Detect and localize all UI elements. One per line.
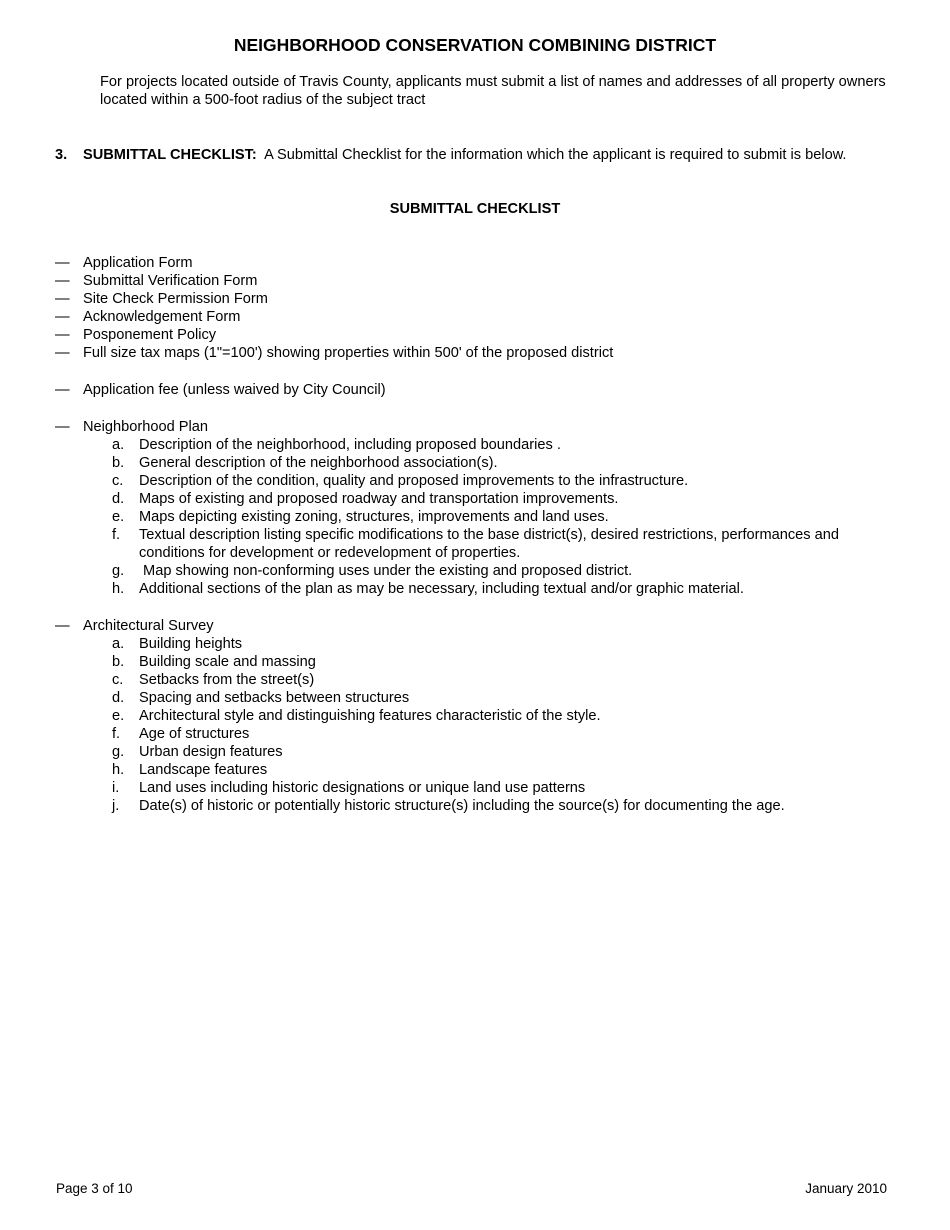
- sub-item: [55, 490, 905, 508]
- item-text: Acknowledgement Form: [83, 309, 241, 325]
- sub-text: Textual description listing specific modifications to the base district(s), desired restrictions, performances and conditions for development or redevelopment of properties.: [139, 527, 839, 561]
- sub-letter: d.: [112, 491, 125, 507]
- sub-text: Spacing and setbacks between structures: [139, 690, 410, 706]
- dash-marker: —: [55, 382, 70, 398]
- sub-text: Setbacks from the street(s): [139, 672, 315, 688]
- sub-text: Description of the condition, quality and proposed improvements to the infrastructure.: [139, 473, 689, 489]
- sub-text: Landscape features: [139, 762, 268, 778]
- item-text: Architectural Survey: [83, 618, 214, 634]
- dash-marker: —: [55, 291, 70, 307]
- section-text: A Submittal Checklist for the information which the applicant is required to submit is below.: [264, 147, 847, 163]
- intro-paragraph: For projects located outside of Travis County, applicants must submit a list of names and addresses of all property owners located within a 500-foot radius of the subject tract: [100, 74, 886, 108]
- sub-text: Date(s) of historic or potentially historic structure(s) including the source(s) for documenting the age.: [139, 798, 785, 814]
- item-text: Application Form: [83, 255, 193, 271]
- architectural-survey-group: [55, 617, 905, 815]
- checklist-item: [55, 308, 905, 326]
- sub-text: Building heights: [139, 636, 243, 652]
- sub-letter: d.: [112, 690, 125, 706]
- checklist-heading: SUBMITTAL CHECKLIST: [389, 201, 561, 217]
- sub-letter: h.: [112, 581, 125, 597]
- sub-letter: e.: [112, 708, 125, 724]
- submittal-checklist: [55, 254, 905, 834]
- item-text: Application fee (unless waived by City Council): [83, 382, 386, 398]
- sub-item: [55, 707, 905, 725]
- dash-marker: —: [55, 345, 70, 361]
- section-number: 3.: [55, 147, 68, 163]
- sub-letter: g.: [112, 744, 125, 760]
- architectural-survey-sublist: [55, 635, 905, 815]
- sub-letter: c.: [112, 672, 124, 688]
- forms-group: [55, 254, 905, 362]
- checklist-item: [55, 326, 905, 344]
- neighborhood-plan-group: [55, 418, 905, 598]
- sub-item: [55, 562, 905, 580]
- dash-marker: —: [55, 309, 70, 325]
- item-text: Submittal Verification Form: [83, 273, 258, 289]
- sub-text: Building scale and massing: [139, 654, 316, 670]
- dash-marker: —: [55, 255, 70, 271]
- checklist-item: [55, 272, 905, 290]
- sub-item: [55, 725, 905, 743]
- sub-item: [55, 580, 905, 598]
- fee-group: [55, 381, 905, 399]
- sub-letter: a.: [112, 437, 125, 453]
- checklist-item: [55, 381, 905, 399]
- sub-text: Urban design features: [139, 744, 283, 760]
- sub-text: Architectural style and distinguishing features characteristic of the style.: [139, 708, 601, 724]
- sub-text: Maps of existing and proposed roadway and transportation improvements.: [139, 491, 619, 507]
- sub-item: [55, 526, 905, 562]
- sub-item: [55, 779, 905, 797]
- sub-text: Age of structures: [139, 726, 250, 742]
- sub-text: Maps depicting existing zoning, structures, improvements and land uses.: [139, 509, 609, 525]
- section-3-body: [83, 146, 890, 164]
- sub-item: [55, 671, 905, 689]
- sub-letter: f.: [112, 726, 121, 742]
- dash-marker: —: [55, 419, 70, 435]
- sub-item: [55, 761, 905, 779]
- sub-letter: a.: [112, 636, 125, 652]
- checklist-item: [55, 290, 905, 308]
- page-title: NEIGHBORHOOD CONSERVATION COMBINING DISTRICT: [233, 35, 717, 55]
- sub-letter: j.: [112, 798, 120, 814]
- sub-item: [55, 689, 905, 707]
- sub-text: Map showing non-conforming uses under the existing and proposed district.: [139, 563, 633, 579]
- item-text: Posponement Policy: [83, 327, 217, 343]
- sub-item: [55, 743, 905, 761]
- section-3: [55, 146, 890, 164]
- dash-marker: —: [55, 273, 70, 289]
- item-text: Neighborhood Plan: [83, 419, 208, 435]
- sub-text: Land uses including historic designations or unique land use patterns: [139, 780, 586, 796]
- dash-marker: —: [55, 618, 70, 634]
- footer-page-number: Page 3 of 10: [56, 1181, 133, 1196]
- sub-item: [55, 653, 905, 671]
- footer-date: January 2010: [805, 1181, 887, 1196]
- sub-text: Description of the neighborhood, including proposed boundaries .: [139, 437, 561, 453]
- sub-item: [55, 472, 905, 490]
- sub-letter: i.: [112, 780, 120, 796]
- sub-letter: g.: [112, 563, 125, 579]
- sub-item: [55, 797, 905, 815]
- section-heading: SUBMITTAL CHECKLIST:: [83, 147, 257, 163]
- sub-letter: b.: [112, 654, 125, 670]
- sub-item: [55, 454, 905, 472]
- dash-marker: —: [55, 327, 70, 343]
- item-text: Full size tax maps (1"=100') showing properties within 500' of the proposed district: [83, 345, 614, 361]
- neighborhood-plan-sublist: [55, 436, 905, 598]
- sub-text: General description of the neighborhood association(s).: [139, 455, 498, 471]
- sub-letter: b.: [112, 455, 125, 471]
- sub-letter: f.: [112, 527, 121, 543]
- sub-letter: e.: [112, 509, 125, 525]
- sub-item: [55, 635, 905, 653]
- checklist-item: [55, 418, 905, 436]
- sub-letter: h.: [112, 762, 125, 778]
- checklist-item: [55, 254, 905, 272]
- checklist-item: [55, 344, 905, 362]
- sub-letter: c.: [112, 473, 124, 489]
- item-text: Site Check Permission Form: [83, 291, 268, 307]
- sub-text: Additional sections of the plan as may be necessary, including textual and/or graphic material.: [139, 581, 744, 597]
- checklist-item: [55, 617, 905, 635]
- sub-item: [55, 436, 905, 454]
- sub-item: [55, 508, 905, 526]
